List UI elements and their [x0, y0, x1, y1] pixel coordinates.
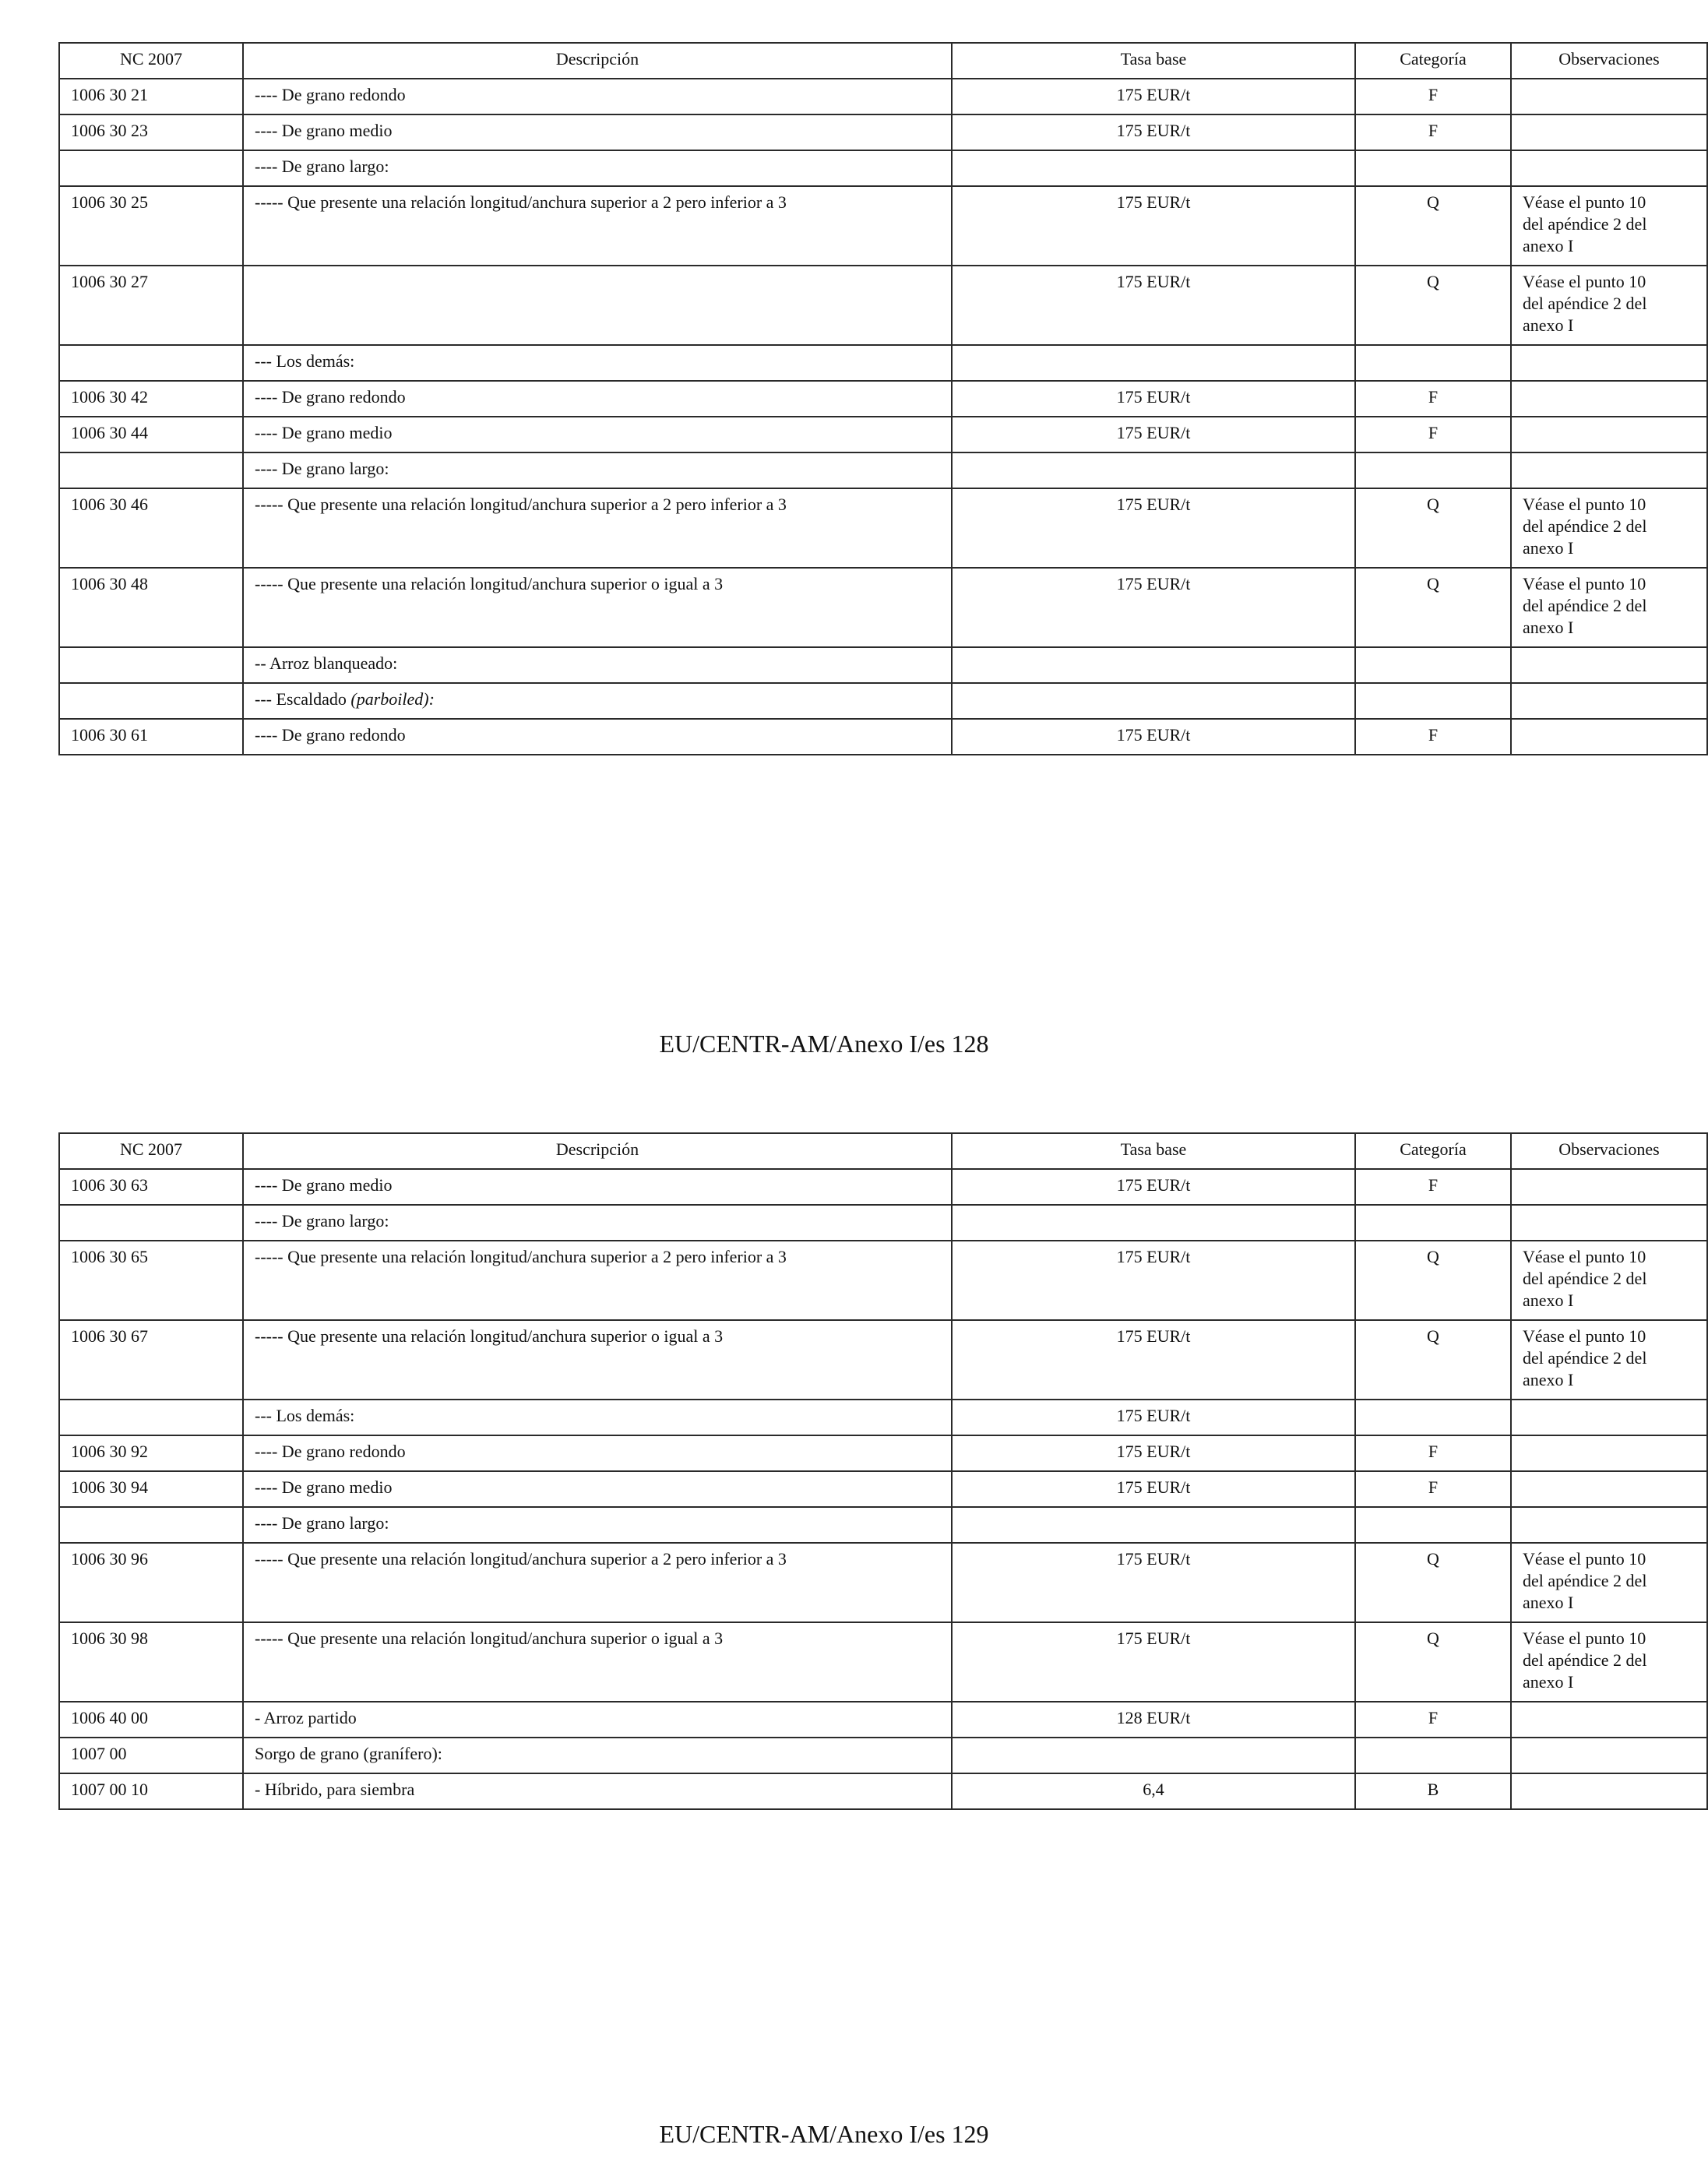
cell-description [243, 568, 952, 647]
table-row [59, 1507, 1707, 1543]
cell-observaciones [1511, 1773, 1707, 1809]
cell-nc-code [59, 488, 243, 568]
cell-description [243, 488, 952, 568]
table-row [59, 1241, 1707, 1320]
cell-categoria-text: Q [1427, 495, 1439, 514]
cell-observaciones [1511, 1320, 1707, 1400]
cell-nc-code [59, 79, 243, 114]
cell-description-text: ----- Que presente una relación longitud/anchura superior a 2 pero inferior a 3 [255, 192, 787, 212]
cell-description-text: ----- Que presente una relación longitud/anchura superior o igual a 3 [255, 574, 724, 593]
table-body [59, 1169, 1707, 1809]
cell-tasa-base [952, 1738, 1355, 1773]
table-row [59, 719, 1707, 755]
cell-nc-code-text: 1006 30 44 [71, 423, 148, 442]
cell-tasa-base [952, 719, 1355, 755]
table-row [59, 1169, 1707, 1205]
header-categoria: Categoría [1355, 1133, 1511, 1169]
table-row [59, 488, 1707, 568]
header-nc-2007: NC 2007 [59, 1133, 243, 1169]
cell-categoria-text: Q [1427, 574, 1439, 593]
cell-nc-code-text: 1006 30 65 [71, 1247, 148, 1266]
table-row [59, 1400, 1707, 1435]
cell-nc-code-text: 1006 30 23 [71, 121, 148, 140]
table-row [59, 79, 1707, 114]
table-header-row [59, 1133, 1707, 1169]
cell-description [243, 452, 952, 488]
cell-nc-code [59, 1507, 243, 1543]
cell-description-text: Sorgo de grano (granífero): [255, 1744, 442, 1763]
cell-nc-code [59, 345, 243, 381]
cell-description [243, 1622, 952, 1702]
cell-observaciones [1511, 1738, 1707, 1773]
cell-description-text: --- Escaldado [255, 689, 351, 709]
cell-categoria [1355, 1205, 1511, 1241]
cell-nc-code [59, 1320, 243, 1400]
table-row [59, 381, 1707, 417]
cell-nc-code [59, 1543, 243, 1622]
cell-tasa-base-text: 175 EUR/t [1116, 495, 1191, 514]
cell-tasa-base-text: 6,4 [1143, 1780, 1164, 1799]
cell-description [243, 1507, 952, 1543]
cell-nc-code-text: 1006 40 00 [71, 1708, 148, 1727]
cell-tasa-base-text: 175 EUR/t [1116, 1549, 1191, 1569]
table-row [59, 186, 1707, 266]
cell-tasa-base [952, 345, 1355, 381]
cell-tasa-base [952, 1543, 1355, 1622]
cell-tasa-base [952, 381, 1355, 417]
cell-categoria [1355, 1773, 1511, 1809]
cell-observaciones-text: Véase el punto 10 del apéndice 2 del anexo I [1523, 192, 1647, 255]
table-row [59, 452, 1707, 488]
cell-nc-code [59, 186, 243, 266]
cell-categoria [1355, 1471, 1511, 1507]
cell-categoria [1355, 1320, 1511, 1400]
table-row [59, 417, 1707, 452]
cell-observaciones-text: Véase el punto 10 del apéndice 2 del anexo I [1523, 1549, 1647, 1612]
cell-tasa-base-text: 175 EUR/t [1116, 121, 1191, 140]
cell-nc-code-text: 1006 30 67 [71, 1326, 148, 1346]
cell-nc-code-text: 1006 30 96 [71, 1549, 148, 1569]
cell-tasa-base [952, 647, 1355, 683]
table-row [59, 1702, 1707, 1738]
cell-tasa-base-text: 175 EUR/t [1116, 1175, 1191, 1195]
cell-categoria [1355, 186, 1511, 266]
cell-categoria-text: Q [1427, 1326, 1439, 1346]
cell-categoria-text: F [1428, 725, 1439, 745]
cell-nc-code-text: 1007 00 10 [71, 1780, 148, 1799]
cell-tasa-base-text: 175 EUR/t [1116, 1442, 1191, 1461]
cell-description-text: ---- De grano medio [255, 1175, 393, 1195]
cell-description [243, 1435, 952, 1471]
table-row [59, 114, 1707, 150]
cell-tasa-base [952, 1241, 1355, 1320]
cell-description [243, 1543, 952, 1622]
cell-tasa-base-text: 175 EUR/t [1116, 1247, 1191, 1266]
cell-observaciones [1511, 1205, 1707, 1241]
cell-categoria [1355, 79, 1511, 114]
cell-tasa-base-text: 175 EUR/t [1116, 192, 1191, 212]
cell-tasa-base-text: 175 EUR/t [1116, 387, 1191, 407]
cell-categoria [1355, 381, 1511, 417]
cell-categoria [1355, 1241, 1511, 1320]
cell-nc-code [59, 1773, 243, 1809]
cell-observaciones [1511, 1507, 1707, 1543]
cell-tasa-base [952, 150, 1355, 186]
cell-tasa-base-text: 175 EUR/t [1116, 423, 1191, 442]
cell-tasa-base-text: 175 EUR/t [1116, 725, 1191, 745]
cell-tasa-base [952, 114, 1355, 150]
cell-description-text: ---- De grano largo: [255, 157, 389, 176]
cell-description-text: ----- Que presente una relación longitud/anchura superior a 2 pero inferior a 3 [255, 1247, 787, 1266]
cell-nc-code-text: 1006 30 92 [71, 1442, 148, 1461]
cell-tasa-base-text: 175 EUR/t [1116, 1406, 1191, 1425]
cell-observaciones [1511, 1241, 1707, 1320]
cell-description-text: ----- Que presente una relación longitud/anchura superior o igual a 3 [255, 1326, 724, 1346]
cell-categoria [1355, 488, 1511, 568]
cell-description-text: ---- De grano medio [255, 423, 393, 442]
cell-categoria [1355, 719, 1511, 755]
cell-description [243, 1320, 952, 1400]
cell-description [243, 1471, 952, 1507]
cell-categoria [1355, 452, 1511, 488]
cell-tasa-base [952, 452, 1355, 488]
cell-tasa-base-text: 175 EUR/t [1116, 85, 1191, 104]
cell-nc-code-text: 1006 30 63 [71, 1175, 148, 1195]
tariff-table-page-128 [58, 42, 1708, 755]
cell-description [243, 417, 952, 452]
cell-categoria-text: F [1428, 1477, 1439, 1497]
cell-tasa-base [952, 488, 1355, 568]
cell-description-text: -- Arroz blanqueado: [255, 653, 398, 673]
cell-description [243, 719, 952, 755]
cell-description [243, 1205, 952, 1241]
cell-tasa-base-text: 128 EUR/t [1116, 1708, 1191, 1727]
cell-nc-code-text: 1006 30 94 [71, 1477, 148, 1497]
cell-tasa-base [952, 1471, 1355, 1507]
cell-description [243, 1773, 952, 1809]
cell-observaciones [1511, 683, 1707, 719]
cell-tasa-base-text: 175 EUR/t [1116, 272, 1191, 291]
cell-categoria [1355, 114, 1511, 150]
cell-nc-code [59, 1471, 243, 1507]
cell-observaciones-text: Véase el punto 10 del apéndice 2 del anexo I [1523, 1629, 1647, 1692]
cell-description [243, 150, 952, 186]
cell-nc-code-text: 1006 30 48 [71, 574, 148, 593]
cell-description-italic: (parboiled): [350, 689, 435, 709]
cell-observaciones [1511, 150, 1707, 186]
cell-observaciones [1511, 1400, 1707, 1435]
cell-description-text: - Arroz partido [255, 1708, 357, 1727]
cell-nc-code [59, 1205, 243, 1241]
cell-tasa-base [952, 1702, 1355, 1738]
cell-tasa-base [952, 1400, 1355, 1435]
cell-description [243, 345, 952, 381]
cell-tasa-base [952, 417, 1355, 452]
cell-categoria [1355, 150, 1511, 186]
cell-tasa-base [952, 568, 1355, 647]
cell-description-text: ---- De grano redondo [255, 85, 406, 104]
header-descripcion: Descripción [243, 43, 952, 79]
cell-observaciones [1511, 719, 1707, 755]
cell-description [243, 1241, 952, 1320]
cell-tasa-base-text: 175 EUR/t [1116, 574, 1191, 593]
cell-nc-code [59, 417, 243, 452]
cell-description-text: ---- De grano largo: [255, 1513, 389, 1533]
cell-categoria-text: F [1428, 423, 1439, 442]
cell-categoria-text: F [1428, 85, 1439, 104]
cell-description [243, 683, 952, 719]
table-row [59, 150, 1707, 186]
cell-observaciones-text: Véase el punto 10 del apéndice 2 del anexo I [1523, 1247, 1647, 1310]
cell-observaciones [1511, 79, 1707, 114]
cell-description-text: ----- Que presente una relación longitud/anchura superior a 2 pero inferior a 3 [255, 495, 787, 514]
cell-description-text: ----- Que presente una relación longitud/anchura superior a 2 pero inferior a 3 [255, 1549, 787, 1569]
cell-observaciones [1511, 1622, 1707, 1702]
cell-description [243, 647, 952, 683]
cell-nc-code [59, 568, 243, 647]
cell-observaciones [1511, 568, 1707, 647]
cell-description [243, 79, 952, 114]
cell-categoria [1355, 1622, 1511, 1702]
cell-observaciones [1511, 266, 1707, 345]
cell-tasa-base [952, 186, 1355, 266]
cell-categoria [1355, 345, 1511, 381]
cell-observaciones [1511, 1702, 1707, 1738]
cell-description-text: --- Los demás: [255, 1406, 355, 1425]
cell-observaciones [1511, 452, 1707, 488]
header-nc-2007: NC 2007 [59, 43, 243, 79]
header-observaciones: Observaciones [1511, 1133, 1707, 1169]
page-footer-129: EU/CENTR-AM/Anexo I/es 129 [659, 2120, 989, 2148]
cell-categoria [1355, 1543, 1511, 1622]
table-row [59, 568, 1707, 647]
cell-categoria-text: Q [1427, 1629, 1439, 1648]
cell-observaciones [1511, 1435, 1707, 1471]
cell-nc-code-text: 1007 00 [71, 1744, 127, 1763]
cell-tasa-base [952, 1507, 1355, 1543]
cell-tasa-base [952, 266, 1355, 345]
cell-categoria [1355, 266, 1511, 345]
cell-tasa-base [952, 79, 1355, 114]
cell-nc-code [59, 381, 243, 417]
cell-description [243, 266, 952, 345]
table-row [59, 683, 1707, 719]
cell-description-text: ---- De grano redondo [255, 387, 406, 407]
cell-description [243, 1169, 952, 1205]
cell-description [243, 1702, 952, 1738]
cell-nc-code-text: 1006 30 21 [71, 85, 148, 104]
cell-nc-code [59, 1702, 243, 1738]
cell-description-text: ---- De grano medio [255, 121, 393, 140]
cell-nc-code-text: 1006 30 27 [71, 272, 148, 291]
cell-categoria [1355, 1702, 1511, 1738]
cell-categoria-text: F [1428, 121, 1439, 140]
cell-observaciones [1511, 1169, 1707, 1205]
header-descripcion: Descripción [243, 1133, 952, 1169]
cell-description-text: ----- Que presente una relación longitud/anchura superior o igual a 3 [255, 1629, 724, 1648]
cell-description-text: ---- De grano medio [255, 1477, 393, 1497]
cell-nc-code [59, 1169, 243, 1205]
cell-categoria-text: Q [1427, 272, 1439, 291]
cell-tasa-base [952, 1169, 1355, 1205]
cell-categoria [1355, 1400, 1511, 1435]
cell-nc-code [59, 150, 243, 186]
cell-categoria-text: B [1427, 1780, 1439, 1799]
cell-description-text: --- Los demás: [255, 351, 355, 371]
cell-nc-code-text: 1006 30 46 [71, 495, 148, 514]
cell-nc-code [59, 1435, 243, 1471]
table-row [59, 1320, 1707, 1400]
cell-nc-code [59, 452, 243, 488]
cell-categoria [1355, 647, 1511, 683]
cell-observaciones [1511, 647, 1707, 683]
cell-observaciones [1511, 345, 1707, 381]
cell-tasa-base-text: 175 EUR/t [1116, 1326, 1191, 1346]
cell-observaciones [1511, 1543, 1707, 1622]
cell-observaciones [1511, 381, 1707, 417]
cell-nc-code [59, 266, 243, 345]
cell-observaciones-text: Véase el punto 10 del apéndice 2 del anexo I [1523, 1326, 1647, 1389]
cell-description [243, 1400, 952, 1435]
cell-nc-code-text: 1006 30 42 [71, 387, 148, 407]
cell-nc-code-text: 1006 30 61 [71, 725, 148, 745]
cell-tasa-base [952, 683, 1355, 719]
cell-categoria-text: Q [1427, 1247, 1439, 1266]
cell-tasa-base-text: 175 EUR/t [1116, 1477, 1191, 1497]
cell-observaciones [1511, 417, 1707, 452]
cell-tasa-base [952, 1773, 1355, 1809]
cell-nc-code [59, 719, 243, 755]
header-tasa-base: Tasa base [952, 1133, 1355, 1169]
cell-observaciones [1511, 1471, 1707, 1507]
cell-categoria-text: F [1428, 1175, 1439, 1195]
cell-categoria-text: F [1428, 1708, 1439, 1727]
cell-nc-code [59, 683, 243, 719]
table-header-row [59, 43, 1707, 79]
cell-categoria-text: Q [1427, 192, 1439, 212]
cell-tasa-base [952, 1205, 1355, 1241]
table-row [59, 266, 1707, 345]
cell-description [243, 1738, 952, 1773]
cell-tasa-base [952, 1320, 1355, 1400]
cell-description-text: ---- De grano redondo [255, 725, 406, 745]
cell-description-text: ---- De grano redondo [255, 1442, 406, 1461]
cell-tasa-base [952, 1435, 1355, 1471]
cell-nc-code [59, 1241, 243, 1320]
cell-observaciones-text: Véase el punto 10 del apéndice 2 del anexo I [1523, 495, 1647, 558]
cell-categoria [1355, 568, 1511, 647]
header-categoria: Categoría [1355, 43, 1511, 79]
table-row [59, 647, 1707, 683]
page-footer-128: EU/CENTR-AM/Anexo I/es 128 [659, 1030, 989, 1058]
table-row [59, 1543, 1707, 1622]
table-row [59, 345, 1707, 381]
cell-categoria-text: F [1428, 1442, 1439, 1461]
cell-nc-code [59, 1400, 243, 1435]
cell-nc-code-text: 1006 30 25 [71, 192, 148, 212]
cell-nc-code-text: 1006 30 98 [71, 1629, 148, 1648]
cell-description-text: - Híbrido, para siembra [255, 1780, 415, 1799]
cell-tasa-base [952, 1622, 1355, 1702]
cell-nc-code [59, 114, 243, 150]
cell-observaciones-text: Véase el punto 10 del apéndice 2 del anexo I [1523, 272, 1647, 335]
table-row [59, 1471, 1707, 1507]
cell-categoria [1355, 1507, 1511, 1543]
cell-categoria [1355, 1738, 1511, 1773]
cell-nc-code [59, 1622, 243, 1702]
cell-observaciones-text: Véase el punto 10 del apéndice 2 del anexo I [1523, 574, 1647, 637]
cell-tasa-base-text: 175 EUR/t [1116, 1629, 1191, 1648]
cell-description [243, 381, 952, 417]
header-tasa-base: Tasa base [952, 43, 1355, 79]
cell-description [243, 114, 952, 150]
table-row [59, 1622, 1707, 1702]
cell-nc-code [59, 647, 243, 683]
table-row [59, 1435, 1707, 1471]
cell-nc-code [59, 1738, 243, 1773]
cell-observaciones [1511, 488, 1707, 568]
cell-categoria [1355, 1435, 1511, 1471]
cell-description-text: ---- De grano largo: [255, 459, 389, 478]
cell-description [243, 186, 952, 266]
cell-categoria-text: F [1428, 387, 1439, 407]
table-row [59, 1738, 1707, 1773]
cell-categoria [1355, 1169, 1511, 1205]
table-row [59, 1205, 1707, 1241]
tariff-table-page-129 [58, 1132, 1708, 1810]
cell-categoria [1355, 683, 1511, 719]
cell-observaciones [1511, 186, 1707, 266]
cell-categoria [1355, 417, 1511, 452]
cell-observaciones [1511, 114, 1707, 150]
table-row [59, 1773, 1707, 1809]
table-body [59, 79, 1707, 755]
cell-description-text: ---- De grano largo: [255, 1211, 389, 1231]
header-observaciones: Observaciones [1511, 43, 1707, 79]
cell-categoria-text: Q [1427, 1549, 1439, 1569]
